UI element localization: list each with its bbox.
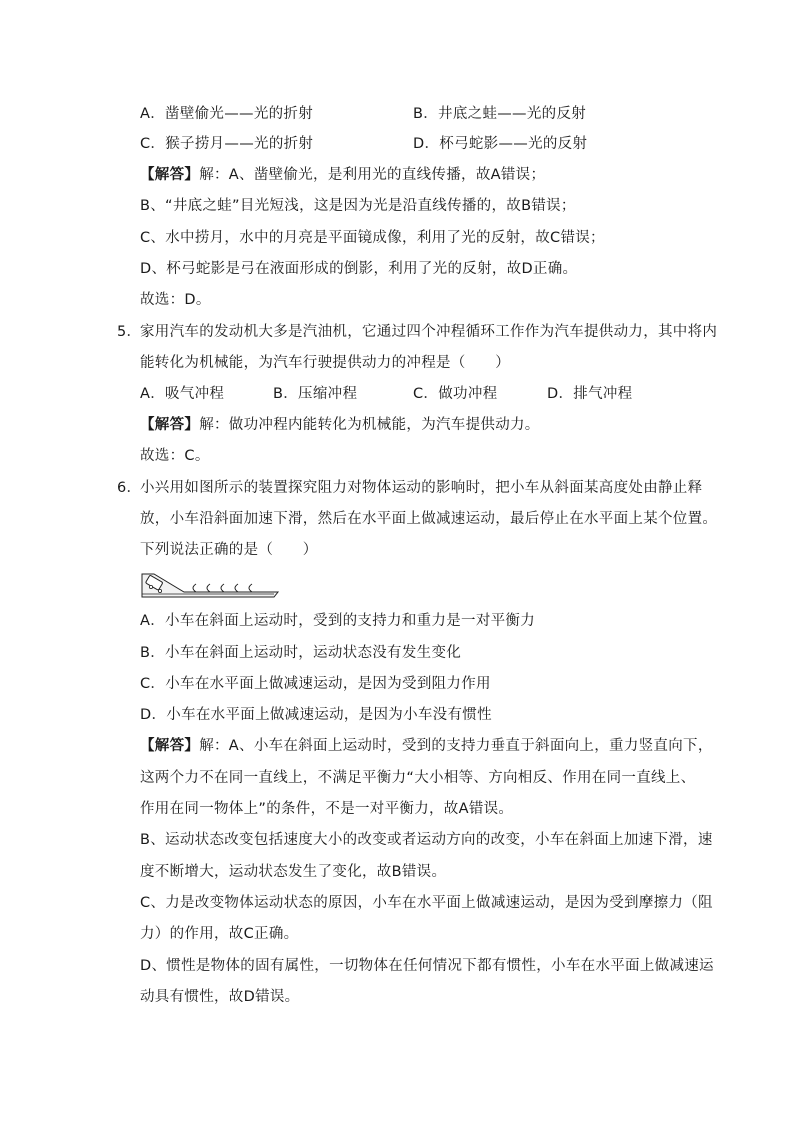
answer-text: 解：A、小车在斜面上运动时，受到的支持力垂直于斜面向上，重力竖直向下， — [199, 738, 713, 754]
q4-answer-line — [140, 165, 545, 185]
q5-option-a: A．吸气冲程 — [140, 386, 225, 402]
answer-tag: 【解答】 — [140, 417, 200, 433]
q4-option-b: B．井底之蛙——光的反射 — [413, 106, 587, 122]
q4-choice: 故选：D。 — [140, 292, 211, 308]
q6-stem-2: 放，小车沿斜面加速下滑，然后在水平面上做减速运动，最后停止在水平面上某个位置。 — [140, 511, 718, 527]
answer-text: 解：A、凿壁偷光，是利用光的直线传播，故A错误； — [199, 167, 546, 183]
q6-answer-d-1: D、惯性是物体的固有属性，一切物体在任何情况下都有惯性，小车在水平面上做减速运 — [140, 958, 714, 974]
q4-option-d: D．杯弓蛇影——光的反射 — [413, 136, 588, 152]
answer-tag: 【解答】 — [140, 167, 200, 183]
q6-option-d: D．小车在水平面上做减速运动，是因为小车没有惯性 — [140, 707, 492, 723]
q5-number: 5． — [117, 324, 142, 340]
q6-answer-line — [140, 736, 713, 756]
q5-answer-line — [140, 415, 540, 435]
q6-option-a: A．小车在斜面上运动时，受到的支持力和重力是一对平衡力 — [140, 613, 536, 629]
q4-answer-c: C、水中捞月，水中的月亮是平面镜成像，利用了光的反射，故C错误； — [140, 230, 605, 246]
q6-answer-c-1: C、力是改变物体运动状态的原因，小车在水平面上做减速运动，是因为受到摩擦力（阻 — [140, 895, 713, 911]
incline-cart-figure — [140, 570, 280, 598]
q4-answer-d: D、杯弓蛇影是弓在液面形成的倒影，利用了光的反射，故D正确。 — [140, 261, 578, 277]
q6-answer-a-3: 作用在同一物体上”的条件，不是一对平衡力，故A错误。 — [140, 801, 514, 817]
q5-option-c: C．做功冲程 — [413, 386, 498, 402]
q6-answer-d-2: 动具有惯性，故D错误。 — [140, 989, 300, 1005]
q6-answer-b-1: B、运动状态改变包括速度大小的改变或者运动方向的改变，小车在斜面上加速下滑，速 — [140, 832, 713, 848]
q5-stem-2: 能转化为机械能，为汽车行驶提供动力的冲程是（ ） — [140, 355, 510, 371]
q5-choice: 故选：C。 — [140, 448, 210, 464]
q6-stem-1: 小兴用如图所示的装置探究阻力对物体运动的影响时，把小车从斜面某高度处由静止释 — [140, 480, 703, 496]
q6-stem-3: 下列说法正确的是（ ） — [140, 542, 318, 558]
q4-option-c: C．猴子捞月——光的折射 — [140, 136, 314, 152]
answer-tag: 【解答】 — [140, 738, 200, 754]
answer-text: 解：做功冲程内能转化为机械能，为汽车提供动力。 — [199, 417, 540, 433]
q6-answer-b-2: 度不断增大，运动状态发生了变化，故B错误。 — [140, 864, 447, 880]
q5-option-d: D．排气冲程 — [547, 386, 633, 402]
q6-answer-c-2: 力）的作用，故C正确。 — [140, 926, 299, 942]
q4-answer-b: B、“井底之蛙”目光短浅，这是因为光是沿直线传播的，故B错误； — [140, 198, 576, 214]
q6-option-c: C．小车在水平面上做减速运动，是因为受到阻力作用 — [140, 676, 491, 692]
q5-option-b: B．压缩冲程 — [273, 386, 358, 402]
q5-stem-1: 家用汽车的发动机大多是汽油机，它通过四个冲程循环工作作为汽车提供动力，其中将内 — [140, 324, 718, 340]
q4-option-a: A．凿壁偷光——光的折射 — [140, 106, 314, 122]
q6-option-b: B．小车在斜面上运动时，运动状态没有发生变化 — [140, 645, 462, 661]
q6-answer-a-2: 这两个力不在同一直线上，不满足平衡力“大小相等、方向相反、作用在同一直线上、 — [140, 770, 696, 786]
q6-number: 6． — [117, 480, 142, 496]
